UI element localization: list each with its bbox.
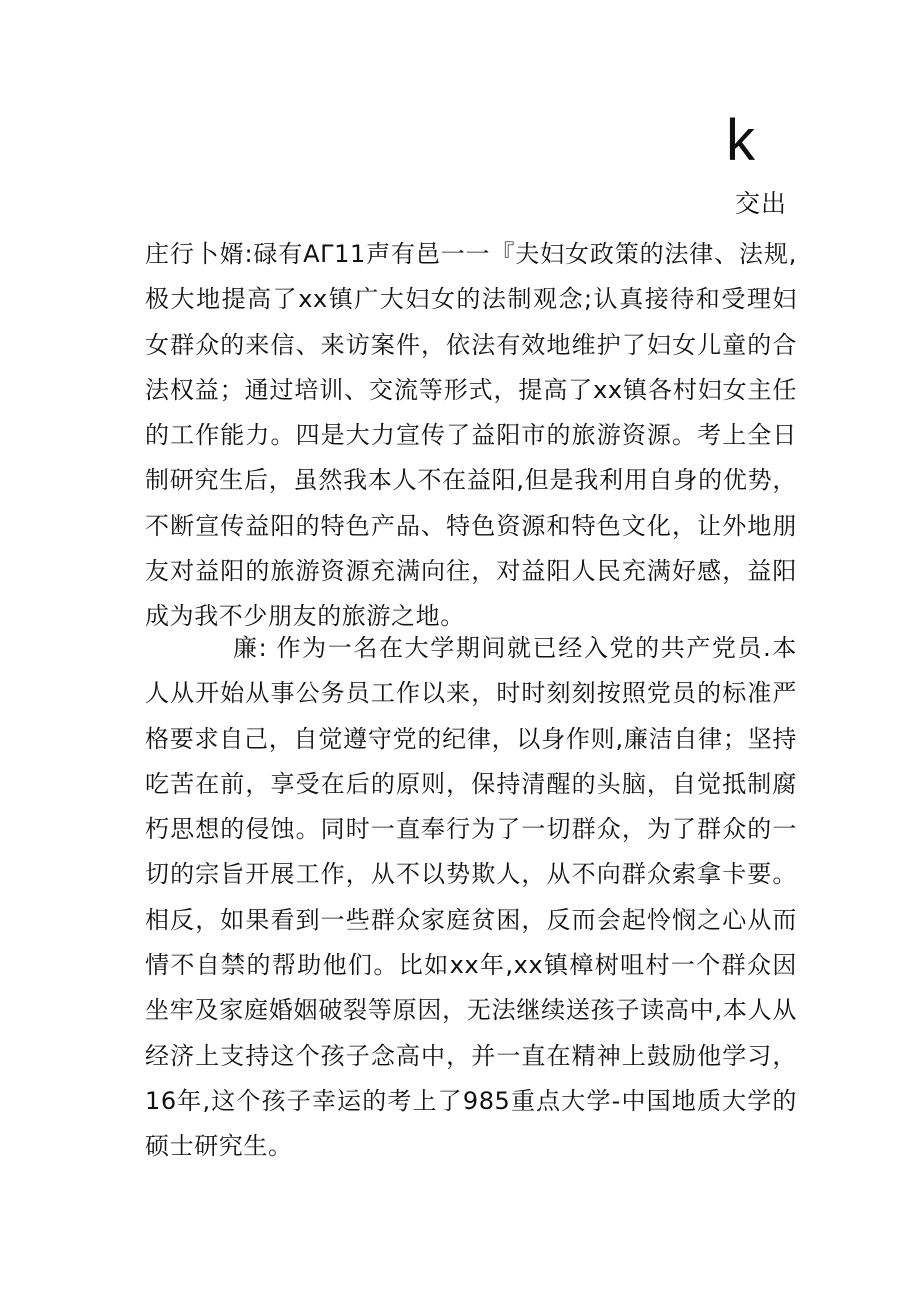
header-word: 交出 [735, 189, 788, 218]
paragraph-1: 庄行卜婿:碌有AΓ11声有邑一一『夫妇女政策的法律、法规,极大地提高了xx镇广大妇女的法制观念;认真接待和受理妇女群众的来信、来访案件，依法有效地维护了妇女儿童的合法权益；通过培训、交流等形式，提高了xx镇各村妇女主任的工作能力。四是大力宣传了益阳市的旅游资源。考上全日制研究生后，虽然我本人不在益阳,但是我利用自身的优势，不断宣传益阳的特色产品、特色资源和特色文化，让外地朋友对益阳的旅游资源充满向往，对益阳人民充满好感，益阳成为我不少朋友的旅游之地。 [145, 240, 797, 631]
paragraph-2: 廉: 作为一名在大学期间就已经入党的共产党员.本人从开始从事公务员工作以来，时时刻刻按照党员的标准严格要求自己，自觉遵守党的纪律，以身作则,廉洁自律；坚持吃苦在前，享受在后的原则，保持清醒的头脑，自觉抵制腐朽思想的侵蚀。同时一直奉行为了一切群众，为了群众的一切的宗旨开展工作，从不以势欺人，从不向群众索拿卡要。相反，如果看到一些群众家庭贫困，反而会起怜悯之心从而情不自禁的帮助他们。比如xx年,xx镇樟树咀村一个群众因坐牢及家庭婚姻破裂等原因，无法继续送孩子读高中,本人从经济上支持这个孩子念高中，并一直在精神上鼓励他学习，16年,这个孩子幸运的考上了985重点大学-中国地质大学的硕士研究生。 [145, 634, 797, 1161]
header-mark: k [726, 108, 755, 173]
